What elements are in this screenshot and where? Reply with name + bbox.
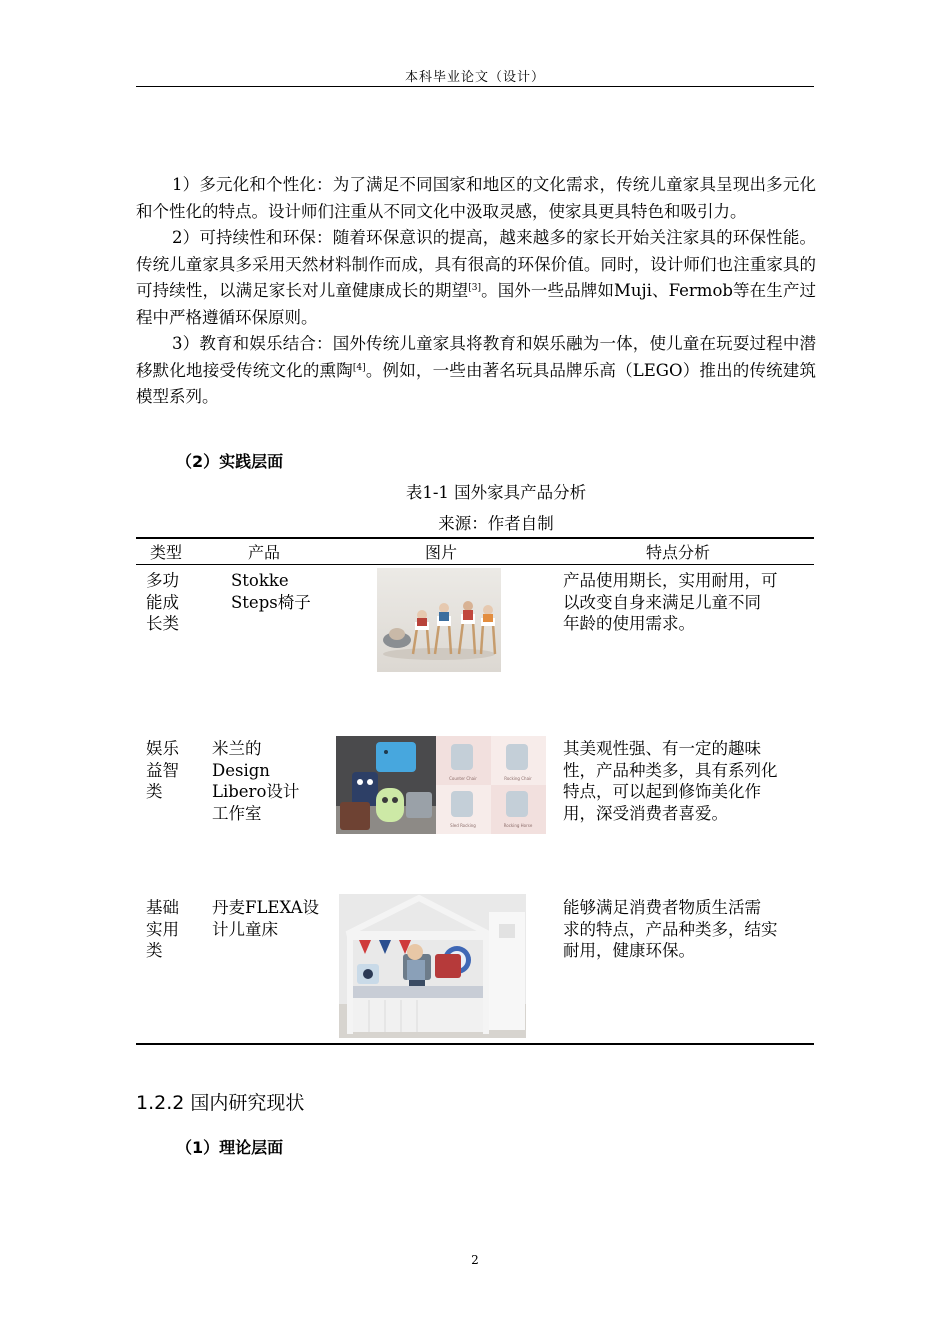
row1-analysis [563,570,778,635]
row2-type-line: 类 [146,782,163,801]
citation-ref[interactable]: [3] [468,283,481,293]
section-heading-domestic: 1.2.2 国内研究现状 [136,1092,305,1114]
row3-product-line: 计儿童床 [212,919,278,939]
table-rule-top [136,537,814,539]
table-rule-bottom [136,1043,814,1045]
citation-ref[interactable]: [4] [352,362,366,373]
row1-type-line: 长类 [146,614,179,633]
section-theory-heading: （1）理论层面 [176,1138,284,1157]
page-header: 本科毕业论文（设计） [404,70,545,85]
row3-product-line: 丹麦FLEXA设 [212,898,320,917]
photo-label: Counter Chair [449,776,477,781]
row2-product [212,738,299,824]
paragraph-2-text-after: 。国外一些品牌如Muji、Fermob等在生产过程中严格遵循环保原则。 [136,281,816,327]
row1-type-line: 能成 [146,592,179,612]
table-header-image: 图片 [425,543,458,562]
paragraph-3-text-after: 。例如，一些由著名玩具品牌乐高（LEGO）推出的传统建筑模型系列。 [136,360,816,406]
row3-analysis [563,897,778,962]
row3-type [146,897,179,962]
row2-type-line: 益智 [146,760,179,780]
table-header-analysis: 特点分析 [646,543,711,562]
body-text [136,172,816,411]
row3-type-line: 基础 [146,898,179,917]
row2-product-line: Libero设计 [212,782,300,801]
row1-type [146,570,179,635]
photo-label: Sled Rocking [450,823,476,828]
row2-analysis [563,738,778,824]
row2-type [146,738,179,803]
row2-type-line: 娱乐 [146,739,179,758]
row3-type-line: 类 [146,941,163,960]
row2-analysis-line: 用，深受消费者喜爱。 [563,803,728,823]
row2-product-line: Design [212,760,270,780]
row3-analysis-line: 求的特点，产品种类多，结实 [563,919,778,939]
photo-label: Rocking Horse [503,823,533,828]
photo-label: Rocking Chair [504,776,532,781]
table-caption: 表1-1 国外家具产品分析 [405,483,587,502]
paragraph-1: 1）多元化和个性化：为了满足不同国家和地区的文化需求，传统儿童家具呈现出多元化和个性化的特点。设计师们注重从不同文化中汲取灵感，使家具更具特色和吸引力。 [136,175,816,221]
table-header-product: 产品 [248,543,281,562]
row2-analysis-line: 特点，可以起到修饰美化作 [563,782,761,801]
flexa-bed-photo [339,894,526,1038]
row3-analysis-line: 能够满足消费者物质生活需 [563,898,761,917]
paragraph-3 [136,331,816,411]
row1-analysis-line: 以改变自身来满足儿童不同 [563,592,761,612]
table-header-type: 类型 [150,543,183,562]
header-rule [136,86,814,87]
row1-product-line: Stokke [231,571,289,590]
section-practice-heading: （2）实践层面 [176,452,284,471]
stokke-steps-photo [377,568,501,672]
paragraph-2 [136,225,816,331]
row1-analysis-line: 产品使用期长，实用耐用，可 [563,571,778,590]
row2-product-line: 米兰的 [212,739,262,758]
row1-product [231,570,311,613]
row3-type-line: 实用 [146,919,179,939]
paragraph-3-text: 3）教育和娱乐结合：国外传统儿童家具将教育和娱乐融为一体，使儿童在玩耍过程中潜移默化地接受传统文化的熏陶 [136,334,816,380]
row3-product [212,897,319,940]
design-libero-photo [336,736,546,834]
page-number: 2 [471,1253,479,1267]
row1-product-line: Steps椅子 [231,592,311,612]
row2-analysis-line: 性，产品种类多，具有系列化 [563,760,778,780]
paragraph-2-text: 2）可持续性和环保：随着环保意识的提高，越来越多的家长开始关注家具的环保性能。传统儿童家具多采用天然材料制作而成，具有很高的环保价值。同时，设计师们也注重家具的可持续性，以满足家长对儿童健康成长的期望 [136,228,816,300]
row3-analysis-line: 耐用，健康环保。 [563,941,695,960]
row1-analysis-line: 年龄的使用需求。 [563,614,695,633]
table-source: 来源：作者自制 [438,514,554,533]
row1-type-line: 多功 [146,571,179,590]
row2-analysis-line: 其美观性强、有一定的趣味 [563,739,761,758]
table-rule-mid [136,564,814,565]
row2-product-line: 工作室 [212,803,262,823]
